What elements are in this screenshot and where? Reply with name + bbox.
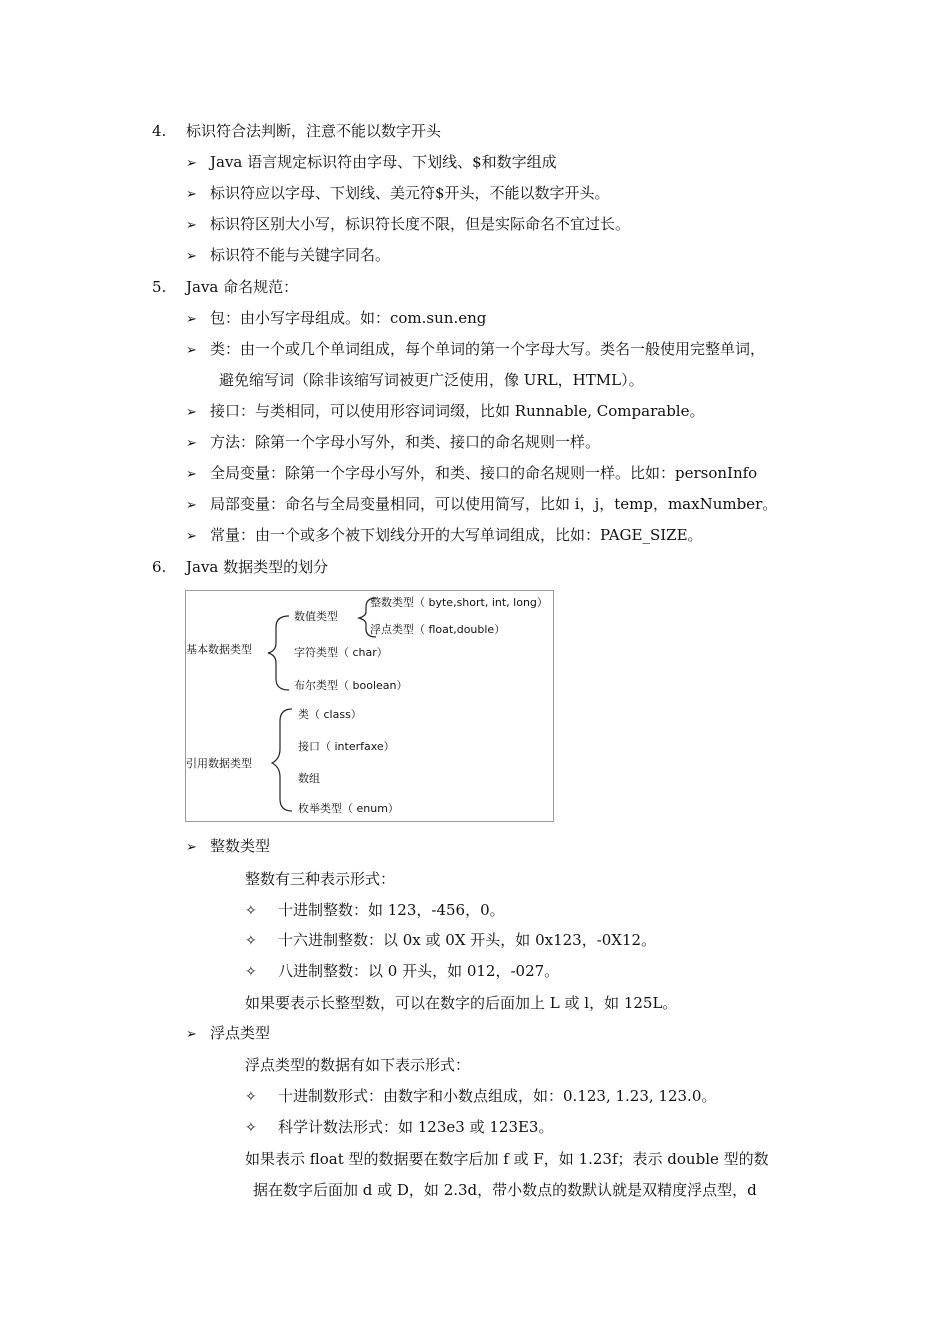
arrow-bullet-icon: ➢: [186, 840, 197, 855]
paragraph: 整数有三种表示形式：: [245, 870, 396, 888]
class-type-label: 类（ class）: [298, 708, 362, 721]
section-title: 标识符合法判断，注意不能以数字开头: [186, 122, 442, 140]
diamond-bullet-icon: ✧: [245, 903, 257, 919]
ref-brace: [272, 709, 292, 811]
arrow-bullet-icon: ➢: [186, 156, 197, 171]
section-number: 5.: [152, 278, 167, 296]
paragraph: 如果要表示长整型数，可以在数字的后面加上 L 或 l，如 125L。: [245, 994, 678, 1012]
list-item: ✧ 十六进制整数：以 0x 或 0X 开头，如 0x123，-0X12。: [245, 931, 657, 949]
list-item: ➢ 接口：与类相同，可以使用形容词词缀，比如 Runnable, Comparable。: [186, 401, 704, 423]
diamond-bullet-icon: ✧: [245, 964, 257, 980]
list-item: ➢ 局部变量：命名与全局变量相同，可以使用简写，比如 i，j，temp，maxNumber。: [186, 494, 777, 516]
list-item: ✧ 八进制整数：以 0 开头，如 012，-027。: [245, 962, 560, 980]
arrow-bullet-icon: ➢: [186, 436, 197, 451]
array-type-label: 数组: [298, 772, 320, 785]
list-item: ➢ 标识符应以字母、下划线、美元符$开头，不能以数字开头。: [186, 183, 610, 205]
subheading-integer: ➢ 整数类型: [186, 836, 270, 858]
char-type-label: 字符类型（ char）: [294, 646, 388, 659]
list-item: ✧ 科学计数法形式：如 123e3 或 123E3。: [245, 1118, 554, 1136]
boolean-type-label: 布尔类型（ boolean）: [294, 679, 408, 692]
subheading-float: ➢ 浮点类型: [186, 1023, 270, 1045]
interface-type-label: 接口（ interfaxe）: [298, 740, 395, 753]
section-5-heading: [152, 277, 298, 297]
section-number: 6.: [152, 558, 167, 576]
diamond-bullet-icon: ✧: [245, 933, 257, 949]
diamond-bullet-icon: ✧: [245, 1120, 257, 1136]
arrow-bullet-icon: ➢: [186, 498, 197, 513]
section-number: 4.: [152, 122, 167, 140]
list-item: ✧ 十进制整数：如 123，-456，0。: [245, 901, 505, 919]
basic-brace: [268, 616, 289, 690]
arrow-bullet-icon: ➢: [186, 343, 197, 358]
list-item-continuation: 避免缩写词（除非该缩写词被更广泛使用，像 URL，HTML）。: [219, 371, 644, 389]
list-item: ➢ 方法：除第一个字母小写外，和类、接口的命名规则一样。: [186, 432, 600, 454]
list-item: ➢ 标识符不能与关键字同名。: [186, 245, 390, 267]
list-item: ➢ 类：由一个或几个单词组成，每个单词的第一个字母大写。类名一般使用完整单词，: [186, 339, 765, 361]
basic-types-label: 基本数据类型: [186, 643, 252, 656]
paragraph: 如果表示 float 型的数据要在数字后加 f 或 F，如 1.23f；表示 double 型的数: [245, 1150, 769, 1168]
paragraph-continuation: 据在数字后面加 d 或 D，如 2.3d，带小数点的数默认就是双精度浮点型，d: [253, 1181, 757, 1199]
list-item: ✧ 十进制数形式：由数字和小数点组成，如：0.123, 1.23, 123.0。: [245, 1087, 717, 1105]
section-6-heading: [152, 557, 328, 577]
paragraph: 浮点类型的数据有如下表示形式：: [245, 1056, 471, 1074]
data-type-diagram: [185, 590, 554, 822]
section-4-heading: [152, 121, 441, 141]
arrow-bullet-icon: ➢: [186, 1027, 197, 1042]
arrow-bullet-icon: ➢: [186, 312, 197, 327]
list-item: ➢ 常量：由一个或多个被下划线分开的大写单词组成，比如：PAGE_SIZE。: [186, 525, 703, 547]
enum-type-label: 枚举类型（ enum）: [298, 802, 399, 815]
numeric-types-label: 数值类型: [294, 610, 338, 623]
section-title: Java 数据类型的划分: [186, 558, 329, 576]
arrow-bullet-icon: ➢: [186, 187, 197, 202]
float-types-label: 浮点类型（ float,double）: [370, 623, 506, 636]
arrow-bullet-icon: ➢: [186, 249, 197, 264]
diamond-bullet-icon: ✧: [245, 1089, 257, 1105]
reference-types-label: 引用数据类型: [186, 757, 252, 770]
integer-types-label: 整数类型（ byte,short, int, long）: [370, 596, 548, 609]
arrow-bullet-icon: ➢: [186, 405, 197, 420]
list-item: ➢ Java 语言规定标识符由字母、下划线、$和数字组成: [186, 152, 557, 174]
arrow-bullet-icon: ➢: [186, 529, 197, 544]
section-title: Java 命名规范：: [186, 278, 299, 296]
list-item: ➢ 包：由小写字母组成。如：com.sun.eng: [186, 308, 486, 330]
list-item: ➢ 全局变量：除第一个字母小写外，和类、接口的命名规则一样。比如：personInfo: [186, 463, 757, 485]
list-item: ➢ 标识符区别大小写，标识符长度不限，但是实际命名不宜过长。: [186, 214, 630, 236]
arrow-bullet-icon: ➢: [186, 467, 197, 482]
arrow-bullet-icon: ➢: [186, 218, 197, 233]
